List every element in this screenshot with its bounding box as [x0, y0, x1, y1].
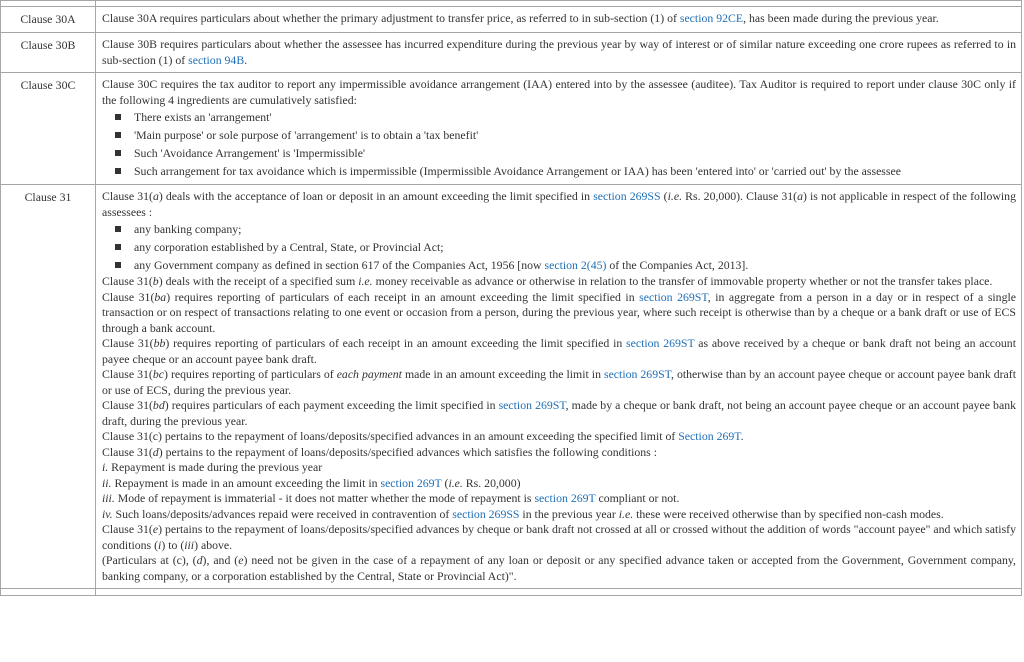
- table-row: [1, 185, 1022, 589]
- section-link[interactable]: section 269T: [534, 491, 596, 505]
- clause-label: Clause 30B: [1, 33, 96, 73]
- list-item: 'Main purpose' or sole purpose of 'arrangement' is to obtain a 'tax benefit': [112, 126, 1016, 144]
- list-item: any corporation established by a Central, State, or Provincial Act;: [112, 238, 1016, 256]
- clause-label: Clause 30A: [1, 7, 96, 33]
- square-bullet-icon: [115, 114, 121, 120]
- square-bullet-icon: [115, 226, 121, 232]
- table-row: [1, 33, 1022, 73]
- bullet-list: [102, 108, 1016, 180]
- table-bottom-row: [1, 589, 1022, 596]
- table-row: [1, 73, 1022, 185]
- clause-description: Clause 30A requires particulars about whether the primary adjustment to transfer price, as referred to in sub-section (1) of section 92CE, has been made during the previous year.: [96, 7, 1022, 33]
- condition-iii: iii. Mode of repayment is immaterial - it does not matter whether the mode of repayment is section 269T compliant or not.: [102, 491, 680, 505]
- list-item: any banking company;: [112, 220, 1016, 238]
- square-bullet-icon: [115, 244, 121, 250]
- square-bullet-icon: [115, 262, 121, 268]
- paragraph-31bb: Clause 31(bb) requires reporting of particulars of each receipt in an amount exceeding the limit specified in section 269ST as above received by a cheque or bank draft not being an account payee cheque or an account payee bank draft.: [102, 336, 1016, 366]
- section-link[interactable]: section 269SS: [593, 189, 661, 203]
- section-link[interactable]: Section 269T: [678, 429, 741, 443]
- list-item: Such arrangement for tax avoidance which is impermissible (Impermissible Avoidance Arrangement or IAA) has been 'entered into' or 'carried out' by the assessee: [112, 162, 1016, 180]
- paragraph-31c: Clause 31(c) pertains to the repayment of loans/deposits/specified advances in an amount exceeding the specified limit of Section 269T.: [102, 429, 744, 443]
- square-bullet-icon: [115, 168, 121, 174]
- condition-iv: iv. Such loans/deposits/advances repaid were received in contravention of section 269SS in the previous year i.e. these were received otherwise than by specified non-cash modes.: [102, 506, 944, 521]
- table-row: [1, 7, 1022, 33]
- clause-description: Clause 30B requires particulars about whether the assessee has incurred expenditure during the previous year by way of interest or of similar nature exceeding one crore rupees as referred to in sub-section (1) of section 94B.: [96, 33, 1022, 73]
- clause-label: Clause 30C: [1, 73, 96, 185]
- section-link[interactable]: section 269ST: [498, 398, 566, 412]
- list-item: any Government company as defined in section 617 of the Companies Act, 1956 [now section 2(45) of the Companies Act, 2013].: [112, 256, 1016, 274]
- list-item: There exists an 'arrangement': [112, 108, 1016, 126]
- list-item: Such 'Avoidance Arrangement' is 'Impermissible': [112, 144, 1016, 162]
- section-link[interactable]: section 269ST: [626, 336, 695, 350]
- square-bullet-icon: [115, 132, 121, 138]
- paragraph-31bd: Clause 31(bd) requires particulars of each payment exceeding the limit specified in section 269ST, made by a cheque or bank draft, not being an account payee cheque or an account payee bank draft, during the previous year.: [102, 398, 1016, 428]
- section-link[interactable]: section 94B: [188, 52, 245, 67]
- paragraph-31a: Clause 31(a) deals with the acceptance of loan or deposit in an amount exceeding the limit specified in section 269SS (i.e. Rs. 20,000). Clause 31(a) is not applicable in respect of the following assessees :: [102, 189, 1016, 219]
- paragraph-31b: Clause 31(b) deals with the receipt of a specified sum i.e. money receivable as advance or otherwise in relation to the transfer of immovable property whether or not the transfer takes place.: [102, 274, 993, 288]
- paragraph-31bc: Clause 31(bc) requires reporting of particulars of each payment made in an amount exceeding the limit in section 269ST, otherwise than by an account payee cheque or account payee bank draft or use of ECS, during the previous year.: [102, 367, 1016, 397]
- section-link[interactable]: section 2(45): [544, 258, 607, 272]
- clause-description: [96, 185, 1022, 589]
- paragraph-particulars-note: (Particulars at (c), (d), and (e) need not be given in the case of a repayment of any loan or deposit or any specified advance taken or accepted from the Government, Government company, banking company, or a corporation established by the Central, State or Provincial Act)".: [102, 553, 1016, 583]
- bullet-list: [102, 220, 1016, 274]
- section-link[interactable]: section 269SS: [452, 506, 520, 521]
- clause-description: [96, 73, 1022, 185]
- section-link[interactable]: section 269ST: [639, 289, 708, 304]
- clause-label: Clause 31: [1, 185, 96, 589]
- condition-i: i. Repayment is made during the previous year: [102, 460, 323, 474]
- square-bullet-icon: [115, 150, 121, 156]
- paragraph-31d: Clause 31(d) pertains to the repayment of loans/deposits/specified advances which satisfies the following conditions :: [102, 444, 658, 459]
- paragraph-31e: Clause 31(e) pertains to the repayment of loans/deposits/specified advances by cheque or bank draft not crossed at all or crossed without the addition of words "account payee" and which satisfy conditions (i) to (iii) above.: [102, 522, 1016, 552]
- paragraph-31ba: Clause 31(ba) requires reporting of particulars of each receipt in an amount exceeding the limit specified in section 269ST, in aggregate from a person in a day or in respect of a single transaction or on respect of transactions relating to one event or occasion from a person, during the previous year, where such receipt is otherwise than by a cheque or a bank draft or use of ECS through a bank account.: [102, 289, 1016, 335]
- section-link[interactable]: section 269ST: [603, 367, 671, 381]
- clause-intro: Clause 30C requires the tax auditor to report any impermissible avoidance arrangement (IAA) entered into by the assessee (auditee). Tax Auditor is required to report under clause 30C only if the following 4 ingredients are cumulatively satisfied:: [102, 77, 1016, 107]
- section-link[interactable]: section 92CE: [679, 11, 744, 25]
- section-link[interactable]: section 269T: [380, 475, 442, 490]
- condition-ii: ii. Repayment is made in an amount exceeding the limit in section 269T (i.e. Rs. 20,000): [102, 475, 521, 490]
